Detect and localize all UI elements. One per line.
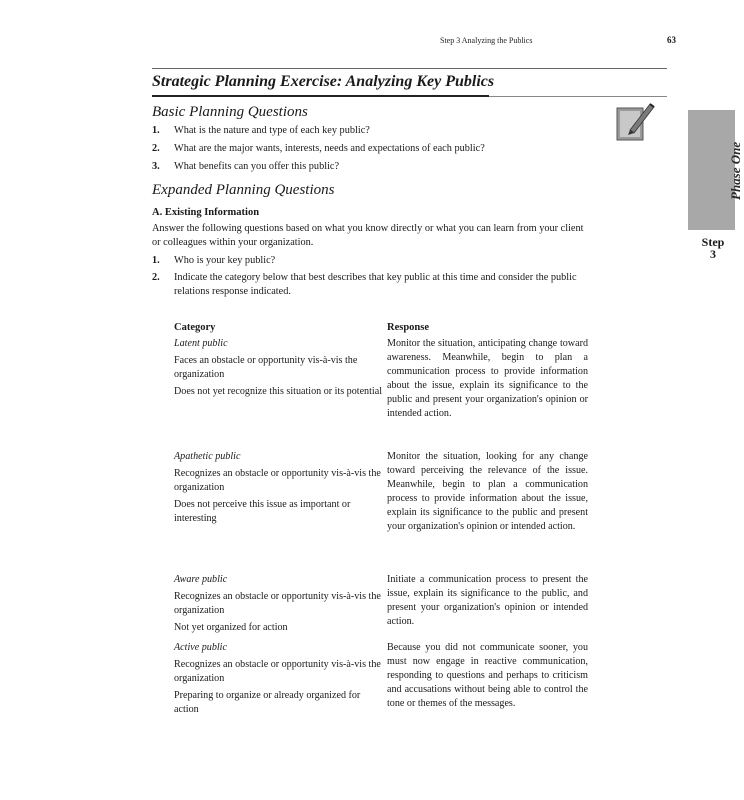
step-number: 3: [710, 247, 716, 261]
category-condition: Not yet organized for action: [174, 622, 288, 633]
response-active: Because you did not communicate sooner, you must now engage in reactive communication, responding to questions and perhaps to criticism and accusations without being able to control the tone or themes of the messages.: [387, 642, 588, 709]
category-title: Apathetic public: [174, 451, 241, 462]
step-label: [698, 236, 728, 260]
question-text: Who is your key public?: [174, 255, 276, 266]
question-text: What are the major wants, interests, needs and expectations of each public?: [174, 143, 485, 154]
question-number: 2.: [152, 272, 160, 283]
pencil-checklist-icon: [616, 100, 656, 142]
question-number: 2.: [152, 143, 160, 154]
question-text: What is the nature and type of each key public?: [174, 125, 370, 136]
basic-questions-heading: Basic Planning Questions: [152, 104, 308, 120]
basic-question-2: [152, 142, 612, 156]
question-text: Indicate the category below that best describes that key public at this time and consider the public relations response indicated.: [174, 272, 577, 297]
response-latent: Monitor the situation, anticipating change toward awareness. Meanwhile, begin to plan a communication process to provide information about the issue, explain its significance to the public and present your organization's opinion or intended action.: [387, 338, 588, 419]
category-title: Latent public: [174, 338, 228, 349]
category-title: Active public: [174, 642, 227, 653]
existing-information-heading: A. Existing Information: [152, 207, 260, 218]
response-aware: Initiate a communication process to present the issue, explain its significance to the public, and present your organization's opinion or intended action.: [387, 574, 588, 627]
category-active: [174, 641, 382, 717]
basic-question-3: [152, 160, 612, 174]
category-condition: Does not yet recognize this situation or its potential: [174, 386, 383, 397]
category-condition: Recognizes an obstacle or opportunity vis-à-vis the organization: [174, 591, 381, 616]
running-head: Step 3 Analyzing the Publics: [440, 36, 533, 45]
question-number: 3.: [152, 161, 160, 172]
category-apathetic: [174, 450, 382, 526]
category-condition: Does not perceive this issue as important or interesting: [174, 499, 351, 524]
expanded-question-2: [152, 271, 592, 299]
category-title: Aware public: [174, 574, 228, 585]
page-number: 63: [667, 35, 676, 45]
category-aware: [174, 573, 382, 635]
category-condition: Recognizes an obstacle or opportunity vis-à-vis the organization: [174, 468, 381, 493]
question-number: 1.: [152, 125, 160, 136]
category-condition: Preparing to organize or already organized for action: [174, 690, 361, 715]
exercise-title: Strategic Planning Exercise: Analyzing Key Publics: [152, 73, 495, 90]
question-text: What benefits can you offer this public?: [174, 161, 340, 172]
phase-label: Phase One: [728, 141, 743, 200]
basic-question-1: [152, 124, 612, 138]
title-underline: [152, 95, 489, 97]
response-column-header: Response: [387, 322, 430, 333]
intro-paragraph: Answer the following questions based on what you know directly or what you can learn from your client or colleagues within your organization.: [152, 223, 584, 248]
expanded-question-1: [152, 254, 612, 268]
step-word: Step: [701, 235, 725, 249]
category-condition: Faces an obstacle or opportunity vis-à-vis the organization: [174, 355, 358, 380]
top-rule: [152, 68, 667, 69]
category-latent: [174, 337, 382, 399]
title-underline-extension: [489, 96, 667, 97]
category-column-header: Category: [174, 322, 216, 333]
category-condition: Recognizes an obstacle or opportunity vis-à-vis the organization: [174, 659, 381, 684]
expanded-questions-heading: Expanded Planning Questions: [152, 182, 335, 198]
response-apathetic: Monitor the situation, looking for any change toward perceiving the relevance of the issue. Meanwhile, begin to plan a communication process to provide information about the issue, explain its significance to the public and present your organization's opinion or intended action.: [387, 451, 588, 532]
question-number: 1.: [152, 255, 160, 266]
